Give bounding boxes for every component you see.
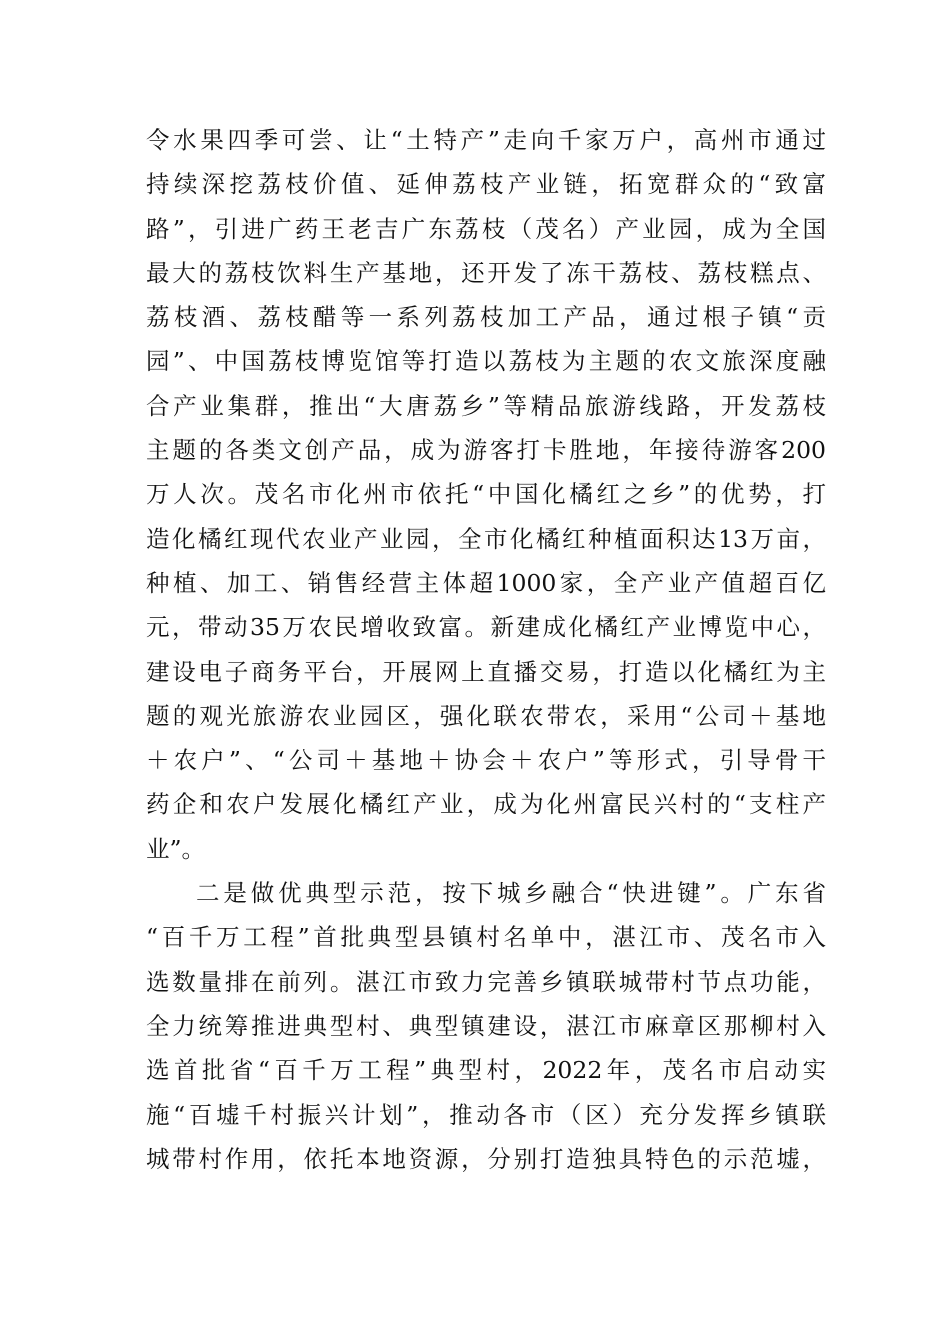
text-line: 建设电子商务平台，开展网上直播交易，打造以化橘红为主	[146, 657, 826, 686]
text-line: “百千万工程”首批典型县镇村名单中，湛江市、茂名市入	[146, 923, 826, 952]
text-line: 药企和农户发展化橘红产业，成为化州富民兴村的“支柱产	[146, 790, 826, 819]
text-line: ＋农户”、“公司＋基地＋协会＋农户”等形式，引导骨干	[146, 746, 826, 775]
text-line: 全力统筹推进典型村、典型镇建设，湛江市麻章区那柳村入	[146, 1011, 826, 1040]
text-line: 业”。	[146, 834, 206, 863]
text-line: 选数量排在前列。湛江市致力完善乡镇联城带村节点功能，	[146, 967, 826, 996]
text-line: 城带村作用，依托本地资源，分别打造独具特色的示范墟，	[146, 1144, 826, 1173]
paragraph-1	[146, 118, 826, 871]
text-line: 路”，引进广药王老吉广东荔枝（茂名）产业园，成为全国	[146, 214, 826, 243]
text-line: 施“百墟千村振兴计划”，推动各市（区）充分发挥乡镇联	[146, 1100, 826, 1129]
text-line: 二是做优典型示范，按下城乡融合“快进键”。广东省	[196, 879, 826, 908]
text-line: 选首批省“百千万工程”典型村，2022年，茂名市启动实	[146, 1056, 826, 1085]
text-line: 主题的各类文创产品，成为游客打卡胜地，年接待游客200	[146, 436, 826, 465]
text-line: 最大的荔枝饮料生产基地，还开发了冻干荔枝、荔枝糕点、	[146, 258, 826, 287]
text-line: 令水果四季可尝、让“土特产”走向千家万户，高州市通过	[146, 126, 826, 154]
text-line: 荔枝酒、荔枝醋等一系列荔枝加工产品，通过根子镇“贡	[146, 303, 826, 332]
text-line: 持续深挖荔枝价值、延伸荔枝产业链，拓宽群众的“致富	[146, 170, 826, 199]
text-line: 万人次。茂名市化州市依托“中国化橘红之乡”的优势，打	[146, 480, 826, 509]
text-line: 题的观光旅游农业园区，强化联农带农，采用“公司＋基地	[146, 701, 826, 730]
text-line: 种植、加工、销售经营主体超1000家，全产业产值超百亿	[146, 568, 826, 597]
body-text	[146, 118, 826, 1181]
text-line: 元，带动35万农民增收致富。新建成化橘红产业博览中心，	[146, 613, 826, 642]
text-line: 造化橘红现代农业产业园，全市化橘红种植面积达13万亩，	[146, 524, 826, 553]
text-line: 园”、中国荔枝博览馆等打造以荔枝为主题的农文旅深度融	[146, 347, 826, 376]
paragraph-2	[146, 871, 826, 1181]
text-line: 合产业集群，推出“大唐荔乡”等精品旅游线路，开发荔枝	[146, 391, 826, 420]
